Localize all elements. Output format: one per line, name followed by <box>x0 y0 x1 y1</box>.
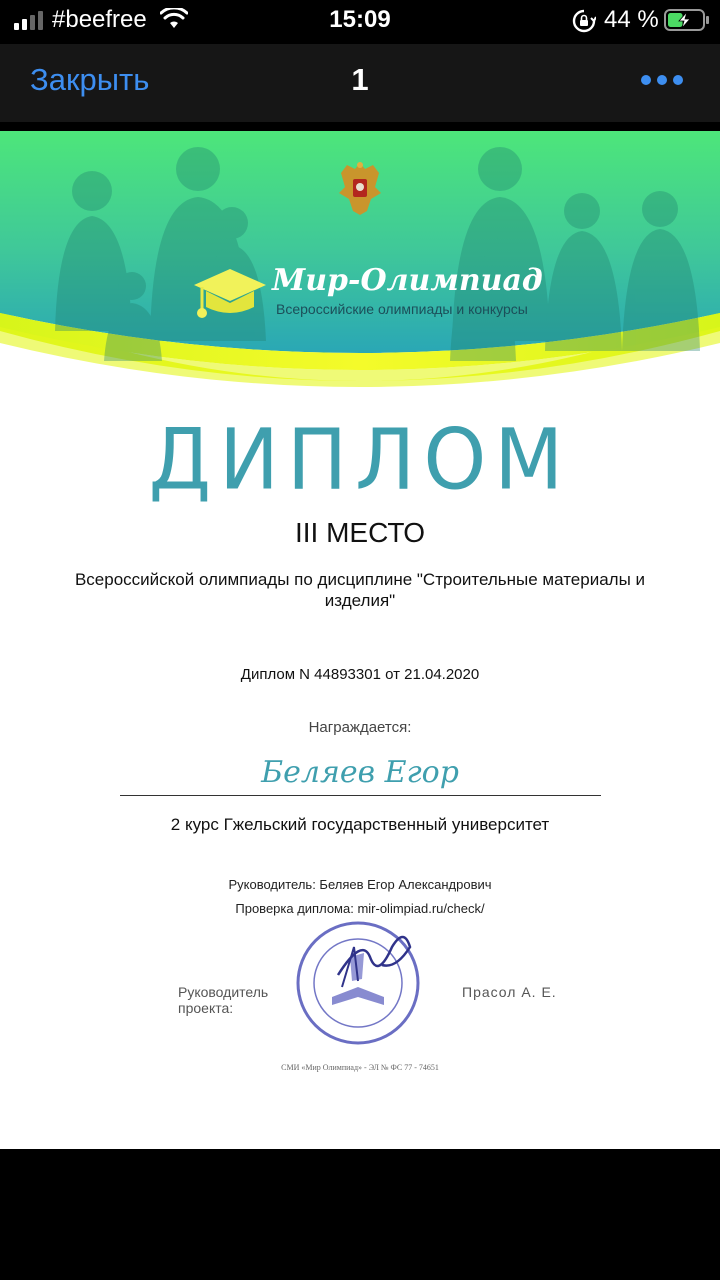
project-head-label: Руководитель проекта: <box>178 984 269 1016</box>
brand-subtitle: Всероссийские олимпиады и конкурсы <box>276 301 528 317</box>
nav-bar <box>0 44 720 122</box>
page-number: 1 <box>351 62 369 97</box>
awarded-label: Награждается: <box>308 719 412 736</box>
signal-icon <box>14 10 46 30</box>
media-registration: СМИ «Мир Олимпиад» - ЭЛ № ФС 77 - 74651 <box>281 1063 439 1072</box>
course-university: 2 курс Гжельский государственный университет <box>170 815 550 834</box>
wifi-icon <box>160 8 188 30</box>
supervisor-text: Руководитель: Беляев Егор Александрович <box>228 877 492 892</box>
project-head-name: Прасол А. Е. <box>462 984 557 1000</box>
graduation-cap-icon <box>190 259 270 329</box>
recipient-name: Беляев Егор <box>261 755 459 790</box>
ellipsis-icon[interactable] <box>640 70 684 90</box>
coat-of-arms-icon <box>333 159 387 217</box>
brand-title: Мир-Олимпиад <box>272 263 543 298</box>
brand-logo <box>190 259 543 329</box>
bottom-area <box>0 1149 720 1280</box>
status-bar <box>0 0 720 44</box>
carrier-name: #beefree <box>52 6 147 33</box>
battery-percent: 44 % <box>604 6 659 33</box>
close-button[interactable]: Закрыть <box>30 62 150 97</box>
place-text: III МЕСТО <box>294 517 426 548</box>
check-url-text: Проверка диплома: mir-olimpiad.ru/check/ <box>235 901 485 916</box>
olympiad-description: Всероссийской олимпиады по дисциплине "Строительные материалы и изделия" <box>74 570 646 610</box>
stamp-seal-icon <box>292 917 432 1047</box>
diploma-document <box>0 131 720 1149</box>
clock: 15:09 <box>329 6 391 33</box>
diploma-title: ДИПЛОМ <box>148 410 572 509</box>
diploma-number: Диплом N 44893301 от 21.04.2020 <box>240 666 480 683</box>
rotation-lock-icon <box>572 9 596 33</box>
name-underline <box>120 795 601 796</box>
battery-charging-icon <box>664 8 710 32</box>
